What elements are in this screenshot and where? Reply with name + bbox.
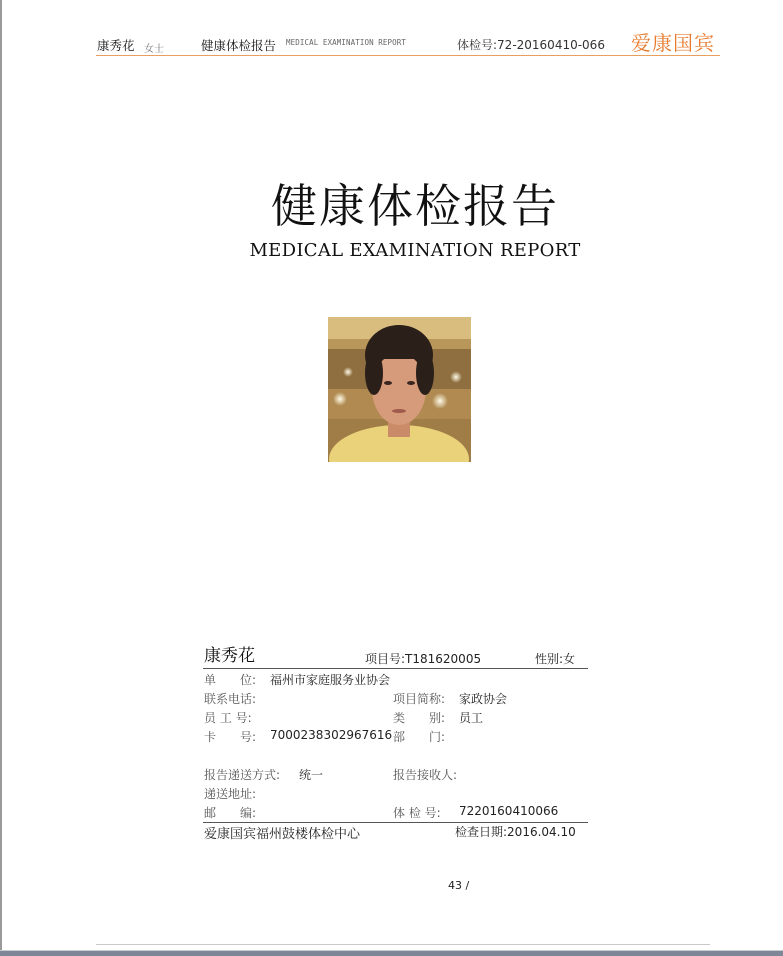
brand-logo: 爱康国宾 xyxy=(631,31,715,55)
phone-label: 联系电话: xyxy=(204,692,257,706)
patient-photo xyxy=(328,317,471,462)
postcode-label: 邮 编: xyxy=(204,806,257,820)
info-bottom-rule xyxy=(203,822,588,823)
info-top-rule xyxy=(203,668,588,669)
category-value: 员工 xyxy=(459,711,484,725)
employee-no-label: 员 工 号: xyxy=(204,711,252,725)
header-rule xyxy=(96,55,720,56)
dept-label: 部 门: xyxy=(393,730,446,744)
info-patient-name: 康秀花 xyxy=(204,646,255,666)
page-number: 43 / xyxy=(448,879,470,892)
info-project-number: 项目号:T181620005 xyxy=(365,652,482,666)
header-patient-name: 康秀花 xyxy=(97,38,135,53)
header-report-title-en: MEDICAL EXAMINATION REPORT xyxy=(286,38,406,47)
unit-value: 福州市家庭服务业协会 xyxy=(270,673,391,687)
card-label: 卡 号: xyxy=(204,730,257,744)
exam-no-value: 7220160410066 xyxy=(459,804,559,818)
delivery-method-label: 报告递送方式: xyxy=(204,768,281,782)
window-frame-bottom xyxy=(0,951,783,956)
exam-center: 爱康国宾福州鼓楼体检中心 xyxy=(204,827,361,842)
window-frame-left xyxy=(0,0,2,956)
header-report-title: 健康体检报告 xyxy=(201,38,277,53)
unit-label: 单 位: xyxy=(204,673,257,687)
delivery-method-value: 统一 xyxy=(299,768,324,782)
receiver-label: 报告接收人: xyxy=(393,768,458,782)
cover-subtitle: MEDICAL EXAMINATION REPORT xyxy=(249,240,581,261)
page-header xyxy=(96,30,720,56)
footer-rule xyxy=(96,944,710,945)
info-gender: 性别:女 xyxy=(535,652,576,666)
header-patient-title: 女士 xyxy=(144,44,164,55)
header-exam-number: 体检号:72-20160410-066 xyxy=(457,38,605,52)
address-label: 递送地址: xyxy=(204,787,257,801)
project-abbr-label: 项目简称: xyxy=(393,692,446,706)
project-abbr-value: 家政协会 xyxy=(459,692,508,706)
category-label: 类 别: xyxy=(393,711,446,725)
exam-no-label: 体 检 号: xyxy=(393,806,441,820)
cover-title: 健康体检报告 xyxy=(271,179,559,233)
card-value: 7000238302967616 xyxy=(270,728,393,742)
exam-date: 检查日期:2016.04.10 xyxy=(455,825,576,839)
